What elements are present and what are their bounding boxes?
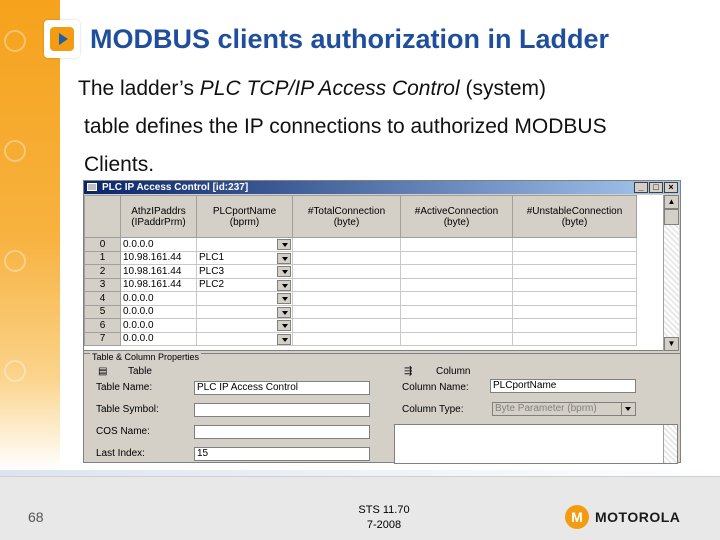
row-number-text: 6 — [99, 319, 106, 331]
row-number — [85, 251, 121, 265]
table-section-label: Table — [128, 366, 152, 377]
description-scrollbar[interactable] — [663, 425, 677, 463]
ip-address-cell-text: 0.0.0.0 — [123, 306, 154, 318]
unstable-connection-cell[interactable] — [513, 238, 637, 252]
access-table — [84, 195, 664, 351]
column-type-value: Byte Parameter (bprm) — [495, 403, 597, 414]
plc-port-cell-text: PLC2 — [199, 279, 225, 291]
motorola-batwing-icon: M — [565, 505, 589, 529]
ip-address-cell-text: 0.0.0.0 — [123, 319, 154, 331]
total-connection-cell[interactable] — [293, 305, 401, 319]
table-icon: ▤ — [98, 366, 108, 377]
slide-title: MODBUS clients authorization in Ladder — [90, 24, 610, 54]
plc-port-cell[interactable] — [197, 238, 293, 252]
ip-address-cell[interactable] — [121, 319, 197, 333]
ip-address-cell[interactable] — [121, 251, 197, 265]
motorola-wordmark: MOTOROLA — [595, 509, 681, 525]
window-icon — [87, 183, 97, 191]
window-titlebar[interactable] — [84, 181, 680, 194]
left-decor-strip — [0, 0, 60, 470]
ip-address-cell-text: 0.0.0.0 — [123, 238, 154, 250]
ip-address-cell-text: 0.0.0.0 — [123, 292, 154, 304]
chevron-down-icon[interactable] — [277, 280, 291, 291]
ip-address-cell[interactable] — [121, 278, 197, 292]
ip-address-cell[interactable] — [121, 305, 197, 319]
unstable-connection-cell[interactable] — [513, 251, 637, 265]
column-header[interactable]: PLCportName (bprm) — [197, 196, 293, 238]
total-connection-cell[interactable] — [293, 332, 401, 346]
row-number-text: 1 — [99, 252, 106, 264]
plc-port-cell[interactable] — [197, 292, 293, 306]
total-connection-cell[interactable] — [293, 265, 401, 279]
ip-address-cell-text: 0.0.0.0 — [123, 333, 154, 345]
column-name-field[interactable]: PLCportName — [490, 379, 636, 393]
footer-line-1: STS 11.70 — [358, 504, 410, 516]
total-connection-cell[interactable] — [293, 278, 401, 292]
slide-body — [78, 70, 698, 184]
table-row[interactable] — [85, 238, 637, 252]
table-row[interactable] — [85, 292, 637, 306]
row-number — [85, 265, 121, 279]
column-header[interactable]: #TotalConnection (byte) — [293, 196, 401, 238]
column-description-area[interactable] — [394, 424, 678, 464]
minimize-button[interactable]: _ — [634, 182, 648, 193]
row-number-text: 0 — [99, 238, 106, 250]
chevron-down-icon[interactable] — [277, 253, 291, 264]
scroll-thumb[interactable] — [664, 209, 679, 225]
chevron-down-icon[interactable] — [277, 266, 291, 277]
row-number-text: 4 — [99, 292, 106, 304]
plc-port-cell-text: PLC1 — [199, 252, 225, 264]
row-number-text: 7 — [99, 333, 106, 345]
table-name-field[interactable]: PLC IP Access Control — [194, 381, 370, 395]
unstable-connection-cell[interactable] — [513, 305, 637, 319]
body-text-italic: PLC TCP/IP Access Control — [199, 77, 460, 100]
row-number — [85, 319, 121, 333]
column-type-select[interactable] — [492, 402, 636, 416]
scroll-up-icon[interactable]: ▲ — [664, 195, 679, 209]
plc-port-cell[interactable] — [197, 251, 293, 265]
corner-header — [85, 196, 121, 238]
body-line-2: table defines the IP connections to authorized MODBUS — [84, 115, 607, 138]
active-connection-cell[interactable] — [401, 265, 513, 279]
active-connection-cell[interactable] — [401, 332, 513, 346]
body-text-post: (system) — [459, 77, 546, 100]
active-connection-cell[interactable] — [401, 292, 513, 306]
watermark-logo — [4, 250, 26, 272]
active-connection-cell[interactable] — [401, 305, 513, 319]
table-row[interactable] — [85, 319, 637, 333]
plc-port-cell[interactable] — [197, 265, 293, 279]
table-column-properties — [84, 353, 680, 463]
table-row[interactable] — [85, 265, 637, 279]
chevron-down-icon[interactable] — [277, 320, 291, 331]
body-line-3: Clients. — [84, 153, 155, 176]
body-text-pre: The ladder’s — [78, 77, 200, 100]
plc-port-cell[interactable] — [197, 305, 293, 319]
table-symbol-field[interactable] — [194, 403, 370, 417]
active-connection-cell[interactable] — [401, 278, 513, 292]
row-number — [85, 305, 121, 319]
cos-name-label: COS Name: — [96, 426, 150, 437]
footer-line-2: 7-2008 — [366, 519, 402, 531]
chevron-down-icon[interactable] — [277, 239, 291, 250]
maximize-button[interactable]: □ — [649, 182, 663, 193]
column-header[interactable]: AthzIPaddrs (IPaddrPrm) — [121, 196, 197, 238]
chevron-down-icon[interactable] — [621, 403, 634, 415]
footer-center — [345, 503, 423, 533]
ip-address-cell-text: 10.98.161.44 — [123, 252, 182, 264]
plc-port-cell-text: PLC3 — [199, 265, 225, 277]
table-row[interactable] — [85, 251, 637, 265]
active-connection-cell[interactable] — [401, 238, 513, 252]
row-number — [85, 292, 121, 306]
ip-address-cell-text: 10.98.161.44 — [123, 279, 182, 291]
total-connection-cell[interactable] — [293, 238, 401, 252]
column-header[interactable]: #ActiveConnection (byte) — [401, 196, 513, 238]
plc-ip-access-window — [83, 180, 681, 463]
unstable-connection-cell[interactable] — [513, 332, 637, 346]
plc-port-cell[interactable] — [197, 319, 293, 333]
table-row[interactable] — [85, 278, 637, 292]
play-icon — [44, 20, 80, 58]
last-index-field[interactable]: 15 — [194, 447, 370, 461]
unstable-connection-cell[interactable] — [513, 278, 637, 292]
chevron-down-icon[interactable] — [277, 334, 291, 345]
watermark-logo — [4, 140, 26, 162]
column-header[interactable]: #UnstableConnection (byte) — [513, 196, 637, 238]
column-name-label: Column Name: — [402, 382, 469, 393]
column-type-label: Column Type: — [402, 404, 464, 415]
body-line-1 — [78, 70, 698, 108]
ip-address-cell-text: 10.98.161.44 — [123, 265, 182, 277]
plc-port-cell[interactable] — [197, 332, 293, 346]
total-connection-cell[interactable] — [293, 292, 401, 306]
watermark-logo — [4, 360, 26, 382]
close-button[interactable]: × — [664, 182, 678, 193]
table-name-label: Table Name: — [96, 382, 153, 393]
unstable-connection-cell[interactable] — [513, 265, 637, 279]
chevron-down-icon[interactable] — [277, 307, 291, 318]
window-title: PLC IP Access Control [id:237] — [102, 182, 249, 193]
table-row[interactable] — [85, 305, 637, 319]
row-number-text: 2 — [99, 265, 106, 277]
cos-name-field[interactable] — [194, 425, 370, 439]
ip-address-cell[interactable] — [121, 332, 197, 346]
scroll-down-icon[interactable]: ▼ — [664, 337, 679, 351]
active-connection-cell[interactable] — [401, 319, 513, 333]
row-number — [85, 332, 121, 346]
row-number-text: 3 — [99, 279, 106, 291]
last-index-label: Last Index: — [96, 448, 145, 459]
properties-legend: Table & Column Properties — [92, 352, 200, 362]
row-number-text: 5 — [99, 306, 106, 318]
ip-address-cell[interactable] — [121, 292, 197, 306]
plc-port-cell[interactable] — [197, 278, 293, 292]
unstable-connection-cell[interactable] — [513, 319, 637, 333]
ip-address-cell[interactable] — [121, 238, 197, 252]
column-section-label: Column — [436, 366, 471, 377]
ip-address-cell[interactable] — [121, 265, 197, 279]
motorola-logo — [565, 505, 680, 529]
chevron-down-icon[interactable] — [277, 293, 291, 304]
row-number — [85, 278, 121, 292]
unstable-connection-cell[interactable] — [513, 292, 637, 306]
active-connection-cell[interactable] — [401, 251, 513, 265]
table-row[interactable] — [85, 332, 637, 346]
total-connection-cell[interactable] — [293, 251, 401, 265]
page-number: 68 — [28, 509, 44, 525]
column-icon: ⇶ — [404, 366, 413, 377]
table-symbol-label: Table Symbol: — [96, 404, 159, 415]
watermark-logo — [4, 30, 26, 52]
total-connection-cell[interactable] — [293, 319, 401, 333]
vertical-scrollbar[interactable] — [663, 195, 679, 351]
row-number — [85, 238, 121, 252]
